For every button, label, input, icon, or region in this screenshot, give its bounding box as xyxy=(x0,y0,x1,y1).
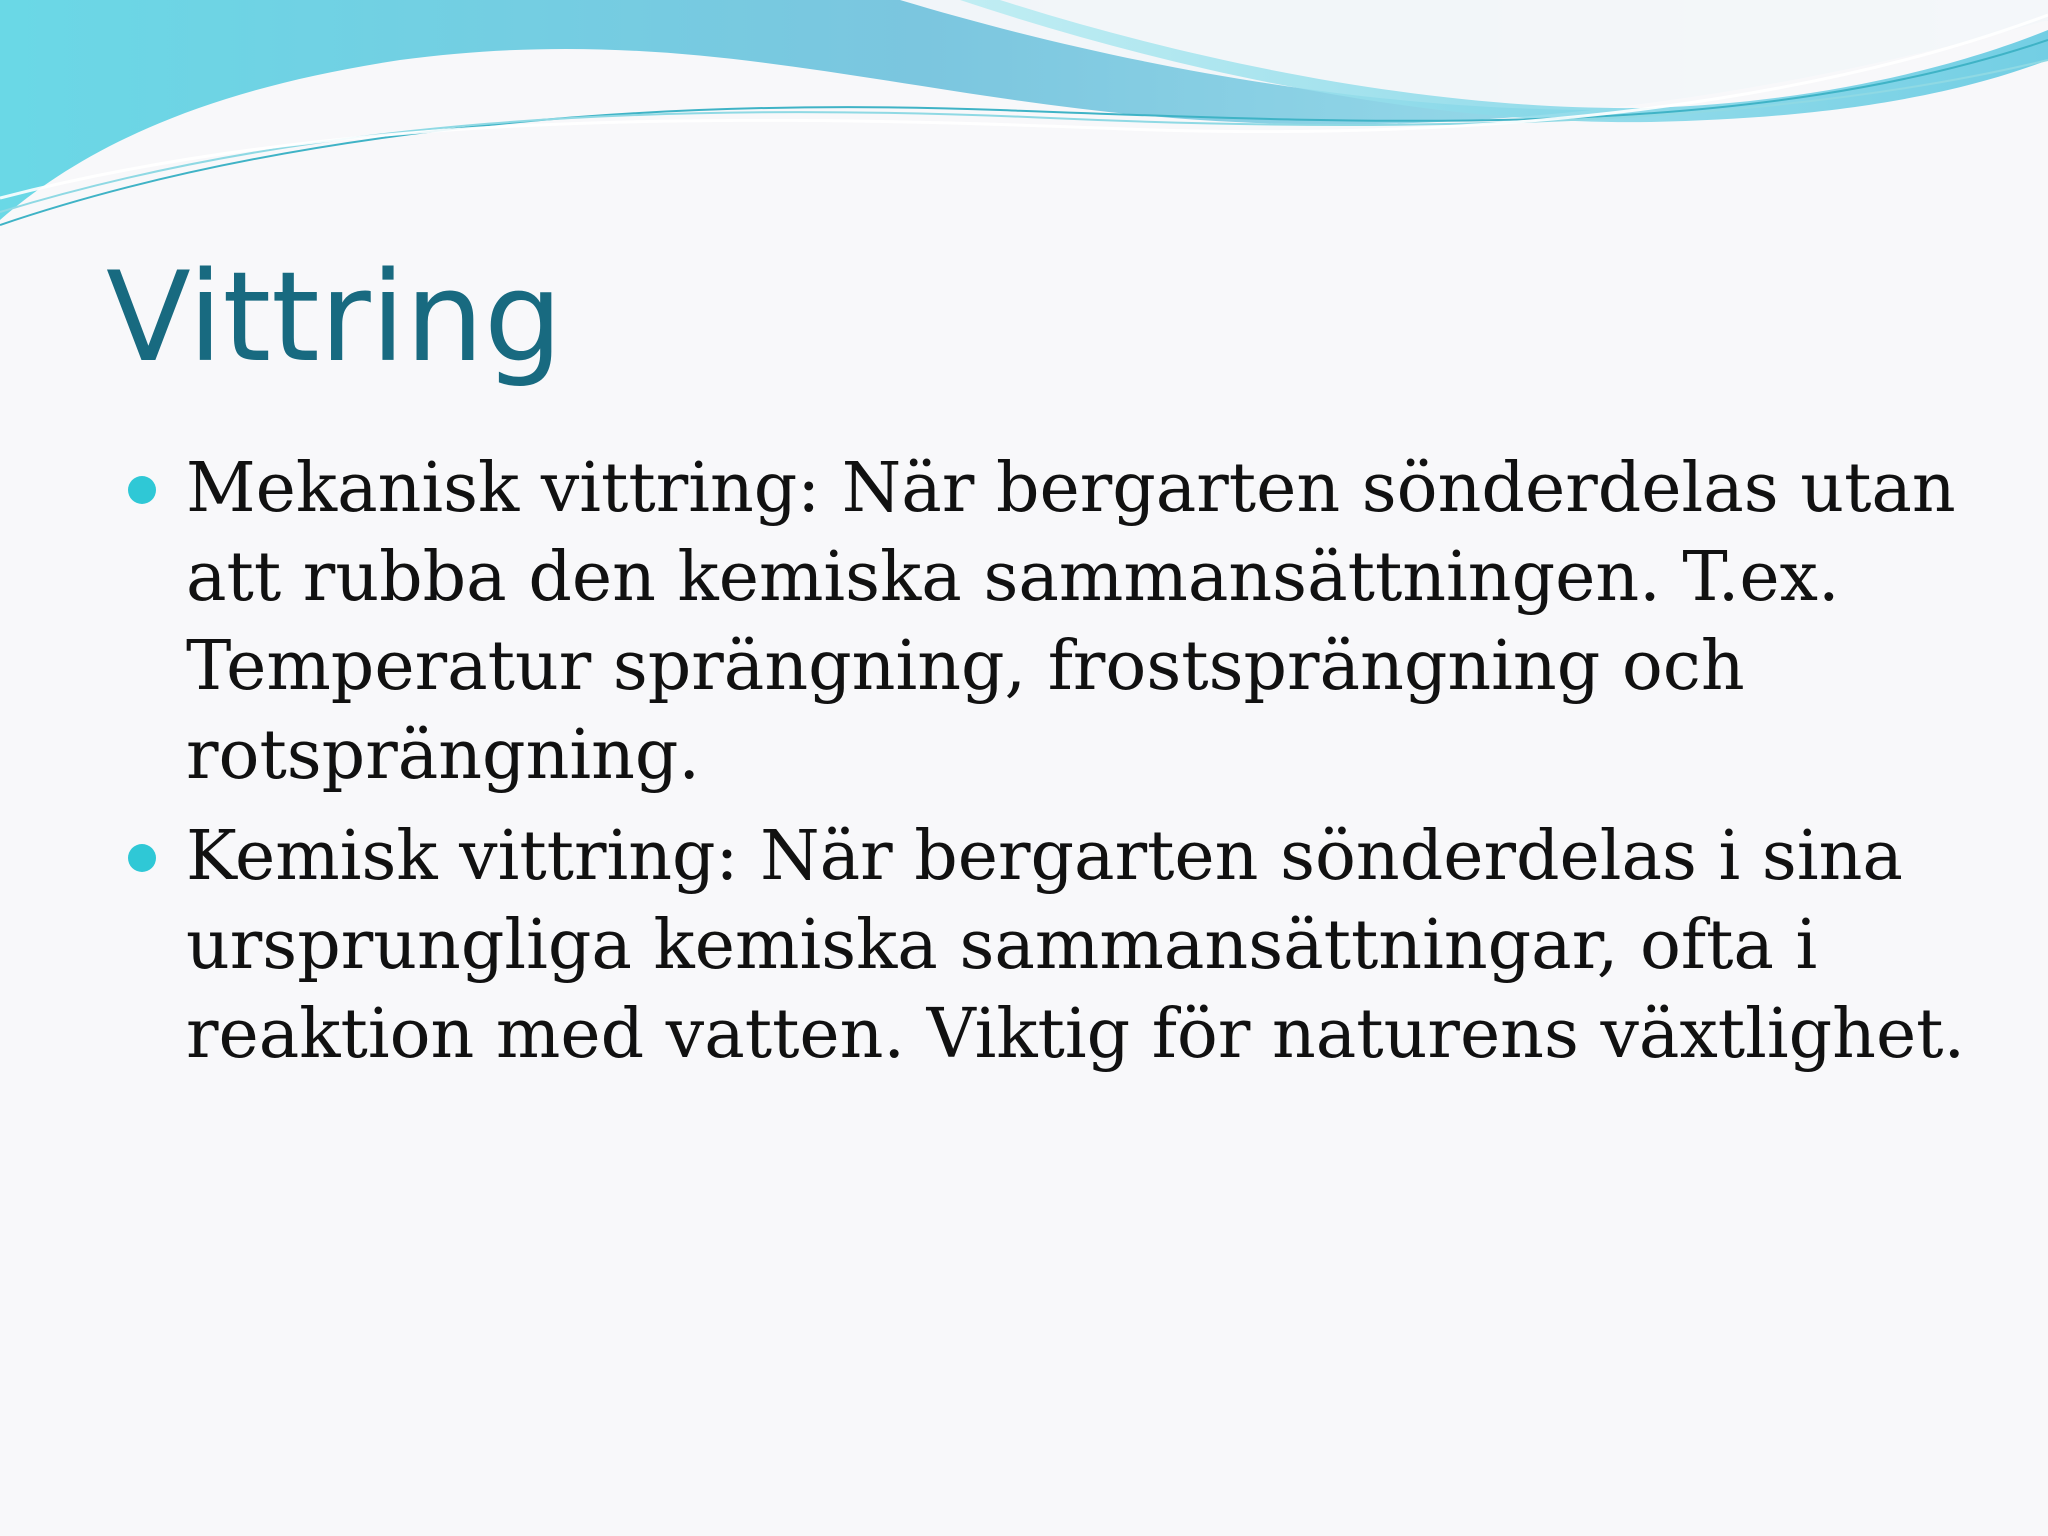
decorative-wave-header xyxy=(0,0,2048,240)
bullet-list xyxy=(128,444,1988,1091)
slide-title: Vittring xyxy=(106,246,563,390)
bullet-icon xyxy=(128,844,156,872)
bullet-text: Kemisk vittring: När bergarten sönderdelas i sina ursprungliga kemiska sammansättningar, ofta i reaktion med vatten. Viktig för naturens växtlighet. xyxy=(186,817,1966,1074)
bullet-icon xyxy=(128,476,156,504)
bullet-text: Mekanisk vittring: När bergarten sönderdelas utan att rubba den kemiska sammansättningen. T.ex. Temperatur sprängning, frostsprängning och rotsprängning. xyxy=(186,449,1956,795)
bullet-item xyxy=(128,444,1988,800)
bullet-item xyxy=(128,812,1988,1079)
